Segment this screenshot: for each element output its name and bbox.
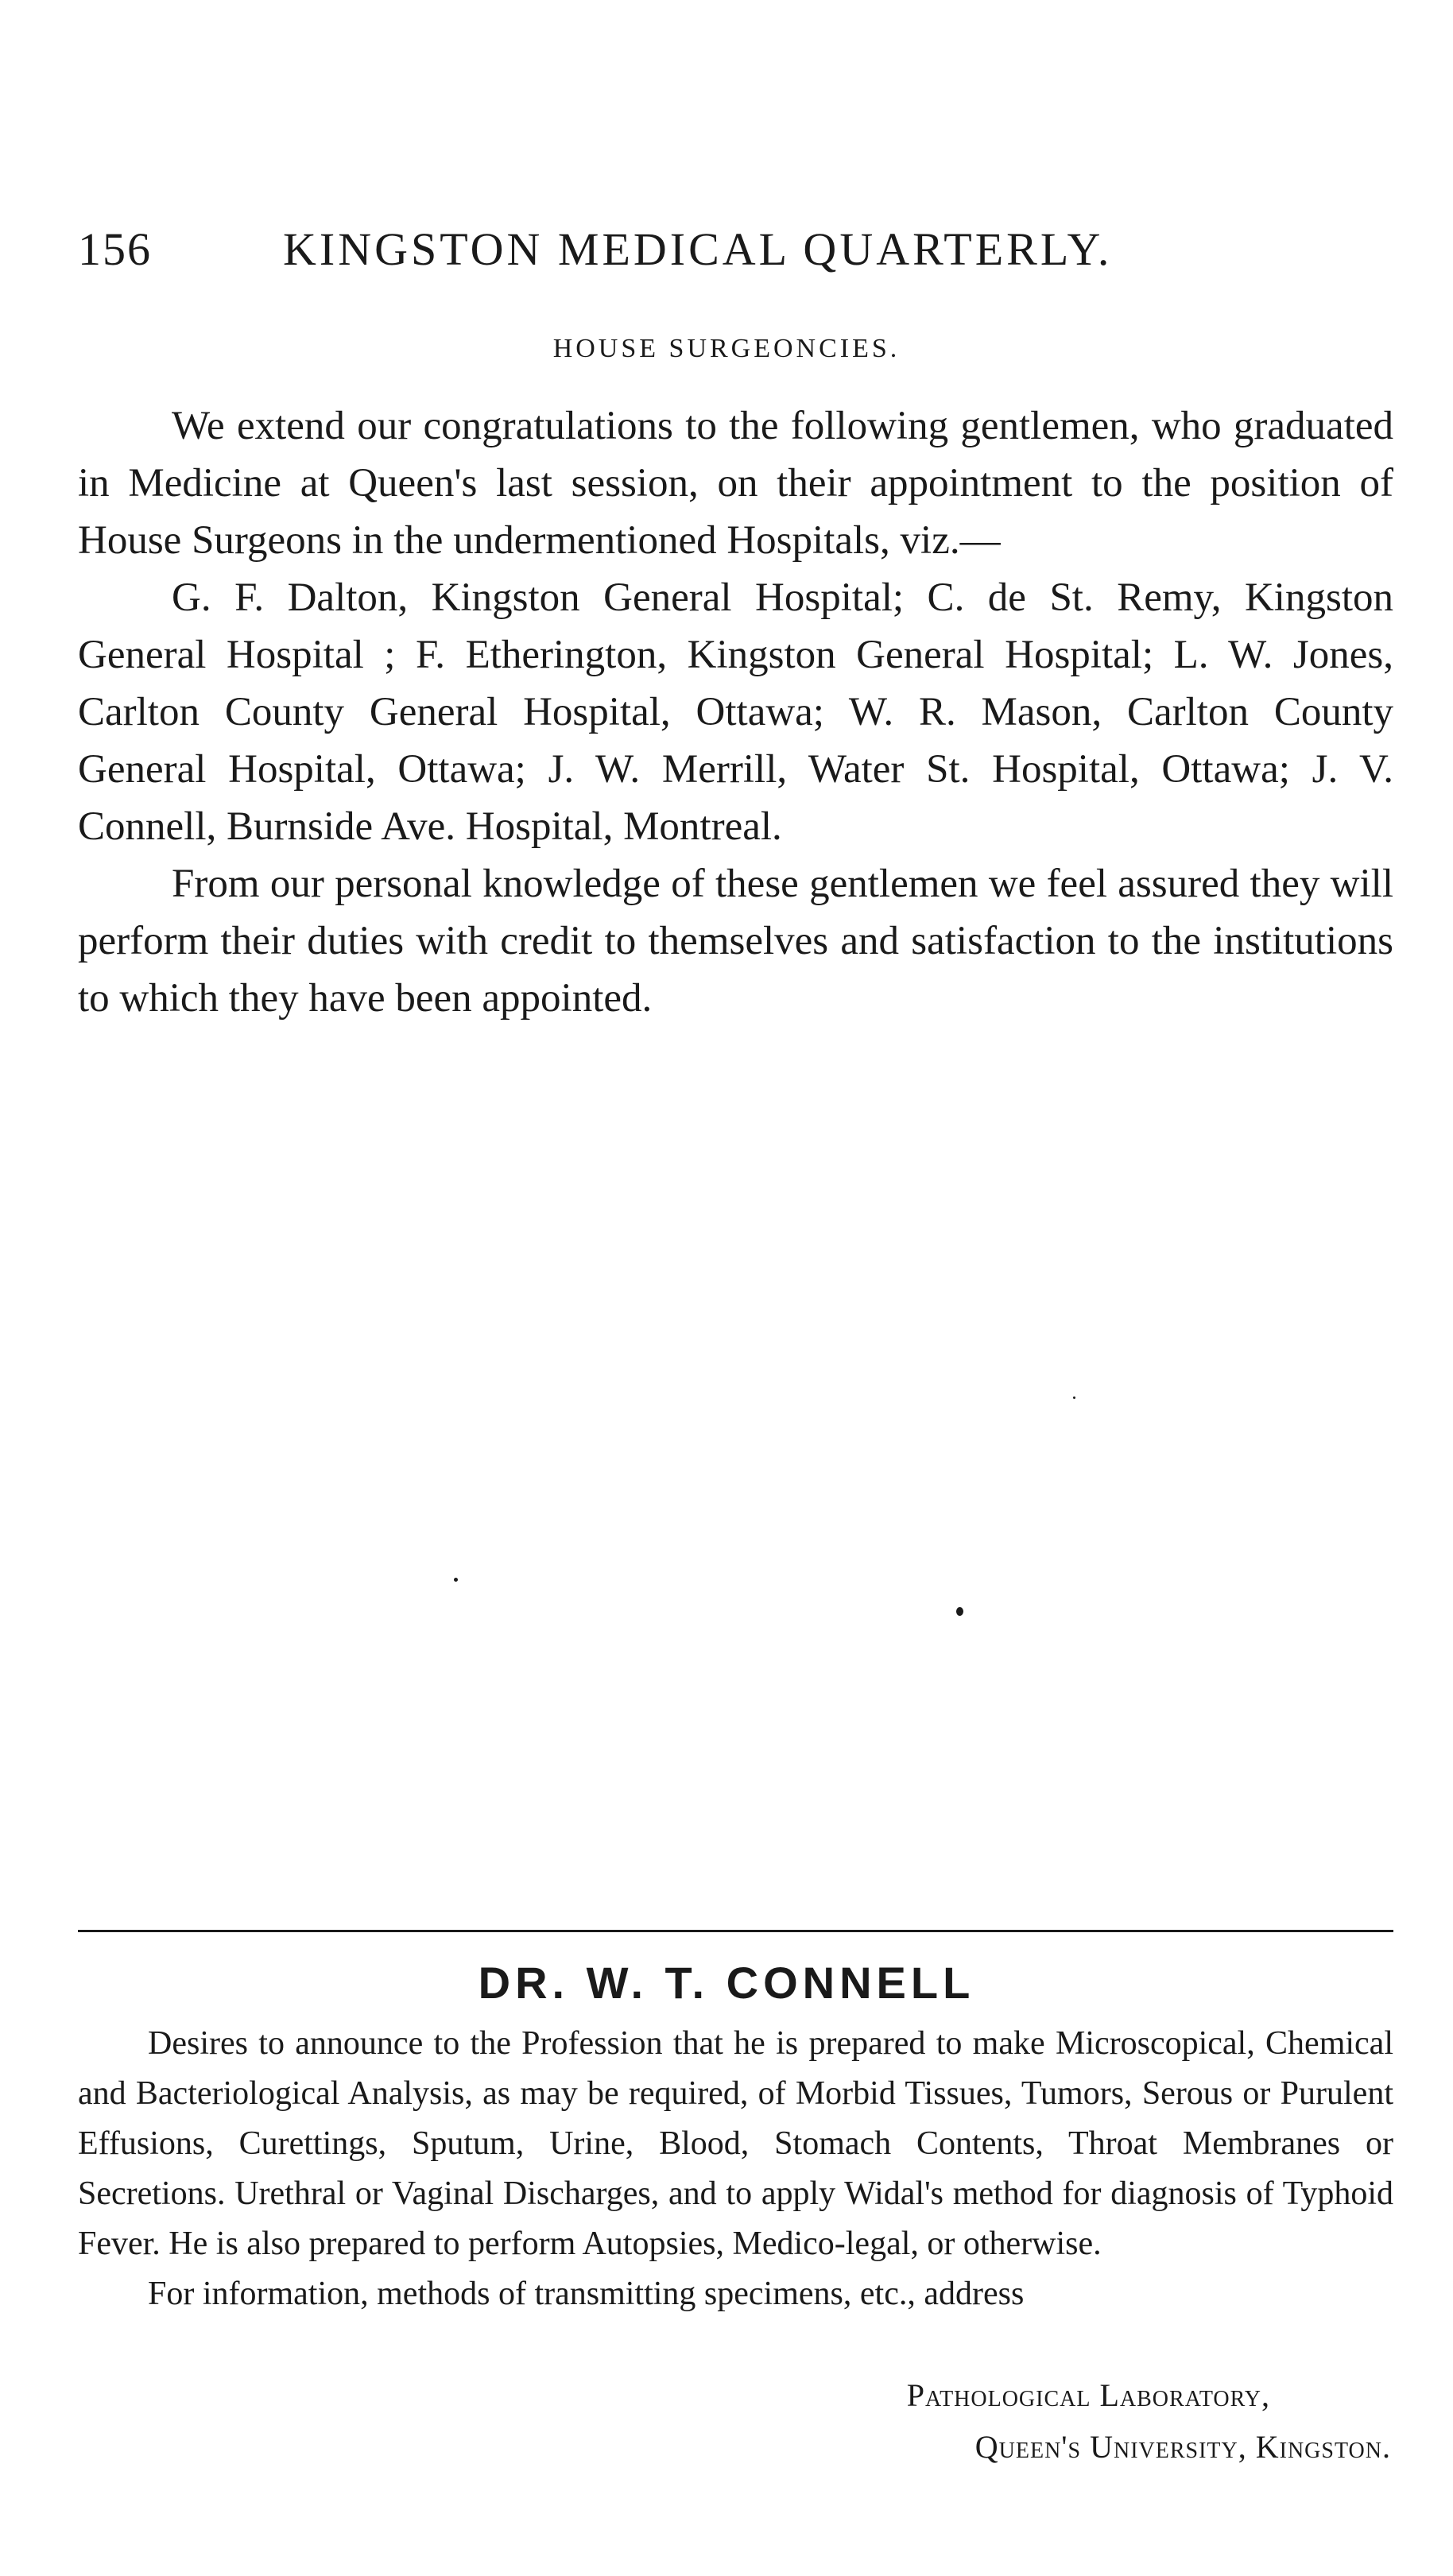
article-paragraph: G. F. Dalton, Kingston General Hospital; C. de St. Remy, Kingston General Hospital ; F. Etherington, Kingston General Hospital; L. W. Jones, Carlton County General Hospital, Ottawa; W. R. Mason, Carlton County General Hospital, Ottawa; J. W. Merrill, Water St. Hospital, Ottawa; J. V. Connell, Burnside Ave. Hospital, Montreal. xyxy=(78,575,1393,849)
article-body xyxy=(78,397,1393,1027)
address-line-1: Pathological Laboratory, xyxy=(906,2377,1270,2413)
scan-speck xyxy=(1073,1396,1075,1399)
page-header xyxy=(78,223,1381,286)
scan-speck xyxy=(454,1578,458,1582)
scan-speck xyxy=(956,1607,963,1616)
article-paragraph: From our personal knowledge of these gentlemen we feel assured they will perform their duties with credit to themselves and satisfaction to the institutions to which they have been appointed. xyxy=(78,862,1393,1021)
page-number: 156 xyxy=(78,223,152,275)
advertisement-body xyxy=(78,2019,1393,2319)
section-title: HOUSE SURGEONCIES. xyxy=(552,334,901,363)
advertisement-contact: For information, methods of transmitting specimens, etc., address xyxy=(148,2276,1025,2312)
journal-title: KINGSTON MEDICAL QUARTERLY. xyxy=(283,223,1113,275)
address-line-2: Queen's University, Kingston. xyxy=(974,2429,1391,2465)
advertisement-text: Desires to announce to the Profession that he is prepared to make Microscopical, Chemical and Bacteriological Analysis, as may be required, of Morbid Tissues, Tumors, Serous or Purulent Effusions, Curettings, Sputum, Urine, Blood, Stomach Contents, Throat Membranes or Secretions. Urethral or Vaginal Discharges, and to apply Widal's method for diagnosis of Typhoid Fever. He is also prepared to perform Autopsies, Medico-legal, or otherwise. xyxy=(78,2025,1393,2262)
advertisement-divider xyxy=(78,1930,1393,1932)
advertisement-title: DR. W. T. CONNELL xyxy=(478,1958,975,2008)
article-paragraph: We extend our congratulations to the following gentlemen, who graduated in Medicine at Queen's last session, on their appointment to the position of House Surgeons in the undermentioned Hospitals, viz.— xyxy=(78,404,1393,563)
